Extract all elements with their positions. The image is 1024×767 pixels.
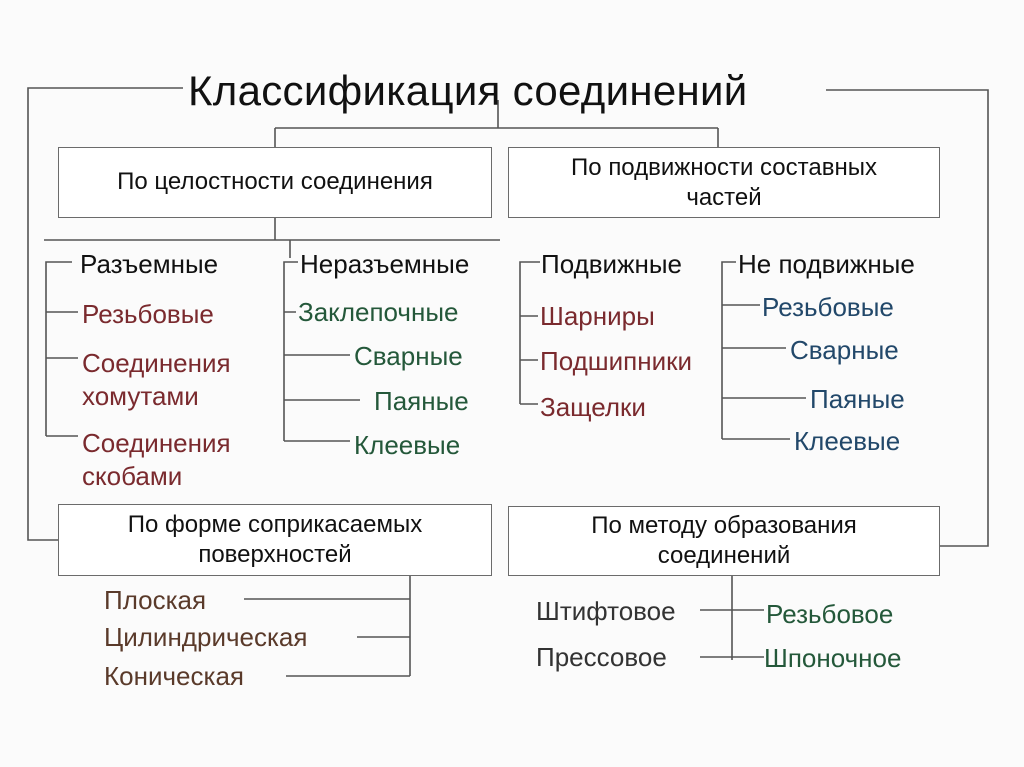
formation-method-item: Прессовое (536, 642, 667, 672)
method-bracket (700, 576, 764, 660)
permanent-item: Клеевые (354, 430, 461, 460)
permanent-item: Сварные (354, 341, 463, 371)
formation-method-item: Шпоночное (764, 643, 902, 673)
surface-form-item: Плоская (104, 585, 207, 615)
surface-form-category-label: По форме соприкасаемых поверхностей (127, 511, 423, 568)
formation-method-category-label: По методу образования соединений (591, 512, 857, 569)
permanent-item: Заклепочные (298, 297, 459, 327)
surface-form-item: Коническая (104, 661, 244, 691)
fixed-heading: Не подвижные (738, 249, 915, 279)
surface-form-category-box (58, 504, 492, 576)
fixed-item: Паяные (810, 384, 905, 414)
movable-heading: Подвижные (541, 249, 682, 279)
integrity-category-label: По целостности соединения (117, 168, 433, 196)
mobility-category-box (508, 147, 940, 218)
movable-item: Шарниры (540, 301, 655, 331)
movable-item: Подшипники (540, 346, 692, 376)
movable-bracket (520, 262, 540, 404)
fixed-item: Сварные (790, 335, 899, 365)
detachable-item: Резьбовые (82, 299, 214, 329)
formation-method-item: Штифтовое (536, 596, 676, 626)
movable-item: Защелки (540, 392, 646, 422)
fixed-item: Клеевые (794, 426, 901, 456)
surface-form-item: Цилиндрическая (104, 622, 308, 652)
permanent-heading: Неразъемные (300, 249, 470, 279)
formation-method-item: Резьбовое (766, 599, 894, 629)
permanent-bracket (284, 262, 360, 441)
permanent-item: Паяные (374, 386, 469, 416)
formation-method-category-box (508, 506, 940, 576)
mobility-category-label: По подвижности составных частей (571, 153, 877, 211)
detachable-bracket (46, 262, 78, 436)
detachable-item: Соединения скобами (82, 428, 231, 491)
fixed-item: Резьбовые (762, 292, 894, 322)
detachable-heading: Разъемные (80, 249, 219, 279)
diagram-title: Классификация соединений (188, 67, 748, 114)
integrity-category-box (58, 147, 492, 218)
detachable-item: Соединения хомутами (82, 348, 231, 411)
